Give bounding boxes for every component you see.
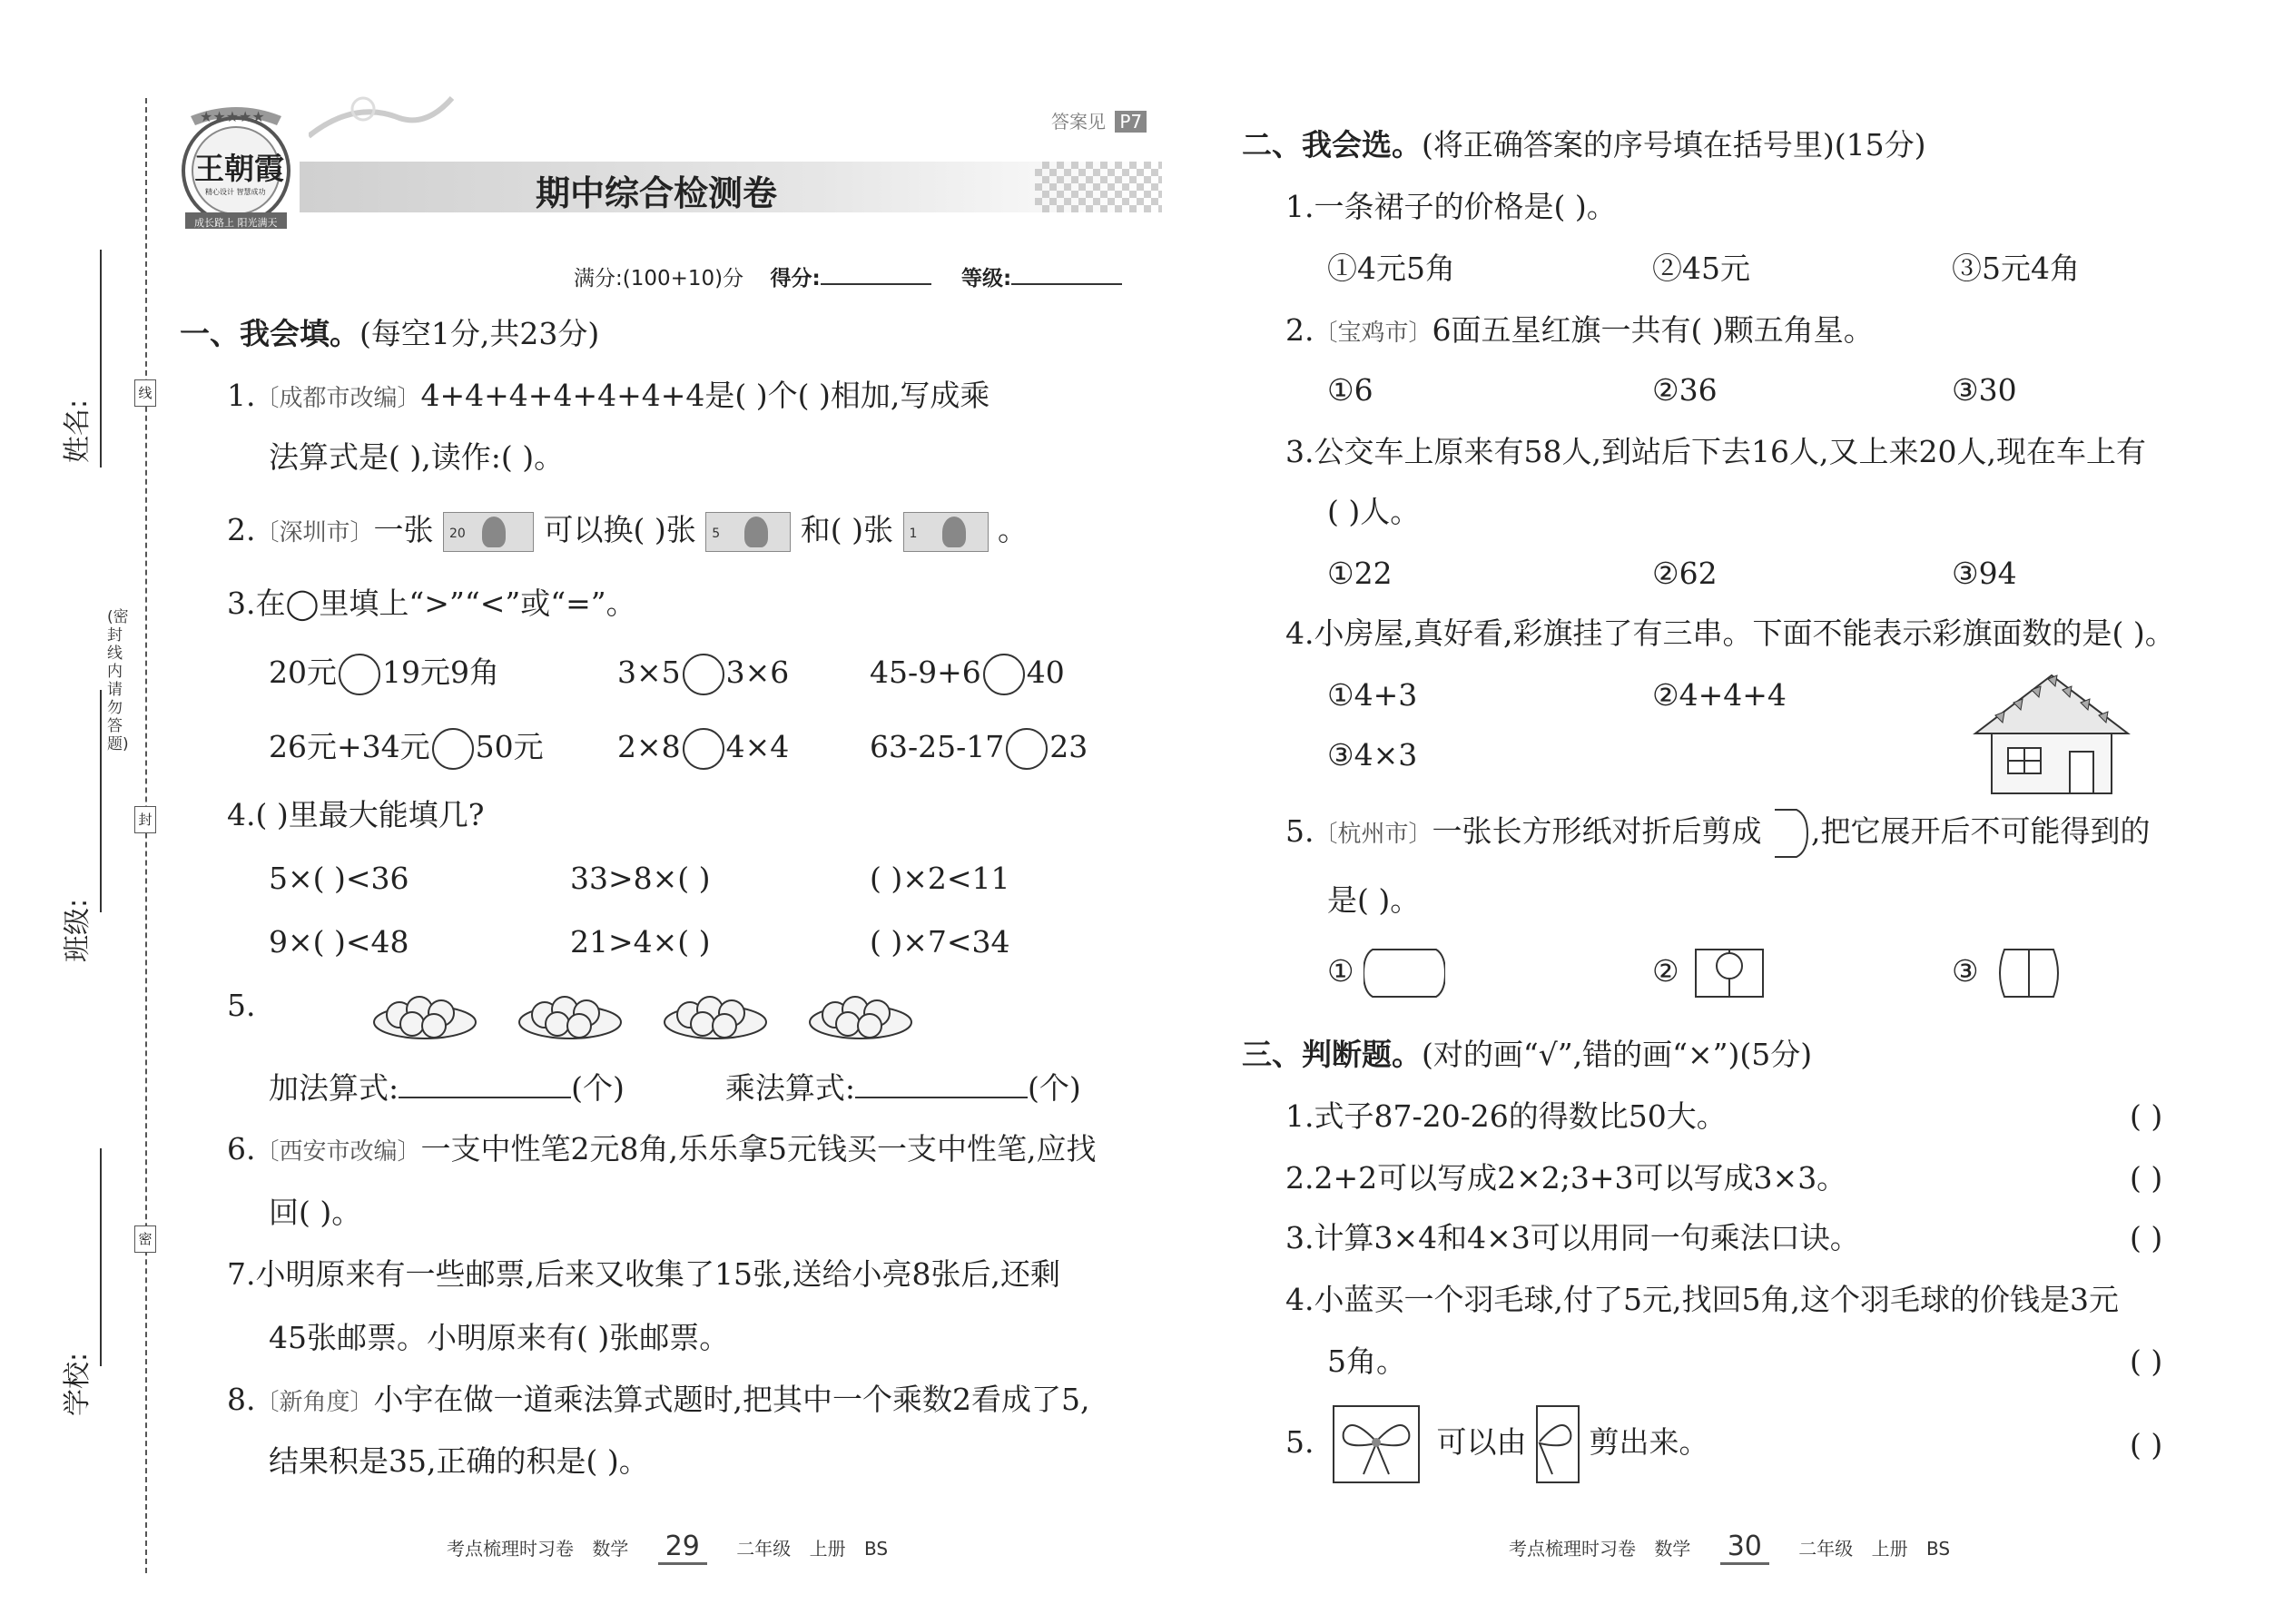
compare-1c-left: 45-9+6: [870, 655, 981, 690]
q1-2-part2: 可以换( )张: [543, 512, 696, 547]
ineq-1b: 33>8×( ): [570, 861, 711, 896]
footer-right-term: 上册: [1871, 1538, 1908, 1560]
footer-right-ed: BS: [1925, 1538, 1951, 1560]
compare-2c-right: 23: [1049, 729, 1088, 764]
grade-label: 等级:: [960, 267, 1012, 290]
class-field-line[interactable]: [100, 690, 102, 912]
q1-8-tag: 〔新角度〕: [255, 1389, 374, 1416]
compare-1c-right: 40: [1026, 655, 1065, 690]
checker-pattern: [1035, 162, 1162, 212]
q1-5-answers: [269, 1068, 1081, 1107]
half-bow-pattern-image: [1536, 1405, 1580, 1483]
q2-1-opt-c[interactable]: ③5元4角: [1952, 251, 2080, 286]
q1-8-line1: [227, 1382, 1090, 1421]
q3-1-text: 式子87-20-26的得数比50大。: [1314, 1098, 1727, 1134]
q1-8-num: 8.: [227, 1382, 256, 1417]
ineq-2a: 9×( )<48: [269, 924, 409, 960]
compare-2a: [269, 728, 544, 770]
section-3-score: (对的画“√”,错的画“×”)(5分): [1422, 1037, 1813, 1072]
mul-unit: (个): [1028, 1070, 1081, 1106]
q2-4-opt-a[interactable]: ①4+3: [1327, 677, 1418, 713]
mul-expr-label: 乘法算式:: [724, 1070, 855, 1106]
q1-3-num: 3.: [227, 586, 256, 621]
q2-4-opt-c[interactable]: ③4×3: [1327, 737, 1418, 773]
q1-2-part3: 和( )张: [800, 512, 894, 547]
footer-right-grade: 二年级: [1798, 1538, 1854, 1560]
footer-left-grade: 二年级: [736, 1538, 792, 1560]
compare-1b-right: 3×6: [725, 655, 790, 690]
q2-5-text1b: ,把它展开后不可能得到的: [1811, 813, 2151, 849]
q2-4-num: 4.: [1285, 615, 1314, 651]
answer-ref: [1051, 107, 1147, 133]
page-number-right: 30: [1720, 1530, 1769, 1565]
svg-text:★★★★★: ★★★★★: [200, 108, 265, 125]
compare-2c: [870, 728, 1088, 770]
footer-right-series: 考点梳理时习卷: [1509, 1538, 1636, 1560]
q1-3-line: [227, 586, 636, 622]
q2-3-text1: 公交车上原来有58人,到站后下去16人,又上来20人,现在车上有: [1314, 434, 2146, 469]
q2-5-opt-b[interactable]: [1652, 946, 1770, 1000]
compare-1b: [617, 654, 789, 695]
footer-left-term: 上册: [809, 1538, 846, 1560]
footer-left-subject: 数学: [592, 1538, 629, 1560]
q1-1-line1: [227, 378, 989, 417]
apple-plates-image: [372, 980, 926, 1048]
q3-3-line: [1285, 1220, 1860, 1256]
q2-3-line1: [1285, 434, 2146, 470]
q3-2-answer[interactable]: ( ): [2130, 1160, 2163, 1196]
cut-shape-b-image: [1689, 946, 1770, 1000]
q2-4-opt-b[interactable]: ②4+4+4: [1652, 677, 1787, 713]
q3-3-text: 计算3×4和4×3可以用同一句乘法口诀。: [1314, 1220, 1860, 1255]
q3-5-answer[interactable]: ( ): [2130, 1427, 2163, 1462]
banknote-1-value: 1: [909, 527, 918, 541]
q1-5-num: 5.: [227, 988, 256, 1023]
brand-logo: [172, 98, 300, 229]
name-label: 姓名:: [62, 399, 94, 463]
q1-7-num: 7.: [227, 1256, 256, 1292]
q3-2-text: 2+2可以写成2×2;3+3可以写成3×3。: [1314, 1160, 1847, 1196]
q3-1-num: 1.: [1285, 1098, 1314, 1134]
section-1-score: (每空1分,共23分): [359, 316, 600, 351]
folded-cut-shape-image: [1771, 806, 1811, 861]
school-label: 学校:: [62, 1352, 94, 1416]
q2-3-opt-b[interactable]: ②62: [1652, 556, 1718, 591]
grade-field[interactable]: [1011, 283, 1122, 285]
q2-2-opt-b[interactable]: ②36: [1652, 372, 1718, 408]
q1-1-num: 1.: [227, 378, 256, 413]
full-score: 满分:(100+10)分: [574, 267, 744, 290]
compare-2a-left: 26元+34元: [269, 729, 430, 764]
q1-1-tag: 〔成都市改编〕: [255, 385, 421, 412]
q1-7-line2: 45张邮票。小明原来有( )张邮票。: [269, 1320, 730, 1355]
q3-5-num: 5.: [1285, 1424, 1314, 1460]
q2-3-line2: ( )人。: [1327, 494, 1421, 529]
q1-2-line: [227, 512, 1028, 552]
q1-2-tag: 〔深圳市〕: [255, 519, 374, 546]
q2-5-text1a: 一张长方形纸对折后剪成: [1432, 813, 1762, 849]
footer-left-ed: BS: [863, 1538, 889, 1560]
compare-1c: [870, 654, 1065, 695]
add-expr-field[interactable]: [399, 1068, 571, 1098]
q2-4-line: [1285, 615, 2175, 652]
q2-1-text: 一条裙子的价格是( )。: [1314, 189, 1617, 224]
q1-6-num: 6.: [227, 1131, 256, 1166]
binding-notice: (密封线内请勿答题): [107, 608, 129, 753]
ribbon-decoration: [309, 91, 454, 149]
q1-6-tag: 〔西安市改编〕: [255, 1138, 421, 1166]
q1-6-line1: [227, 1131, 1096, 1170]
compare-circle-1b[interactable]: [683, 654, 724, 695]
section-2-title: [1242, 127, 1926, 163]
binding-mark-mid: 封: [134, 806, 156, 833]
q3-5-part2: 剪出来。: [1589, 1424, 1709, 1460]
logo-slogan: 成长路上 阳光满天: [194, 217, 278, 229]
q3-4-answer[interactable]: ( ): [2130, 1343, 2163, 1379]
q2-1-opt-a[interactable]: ①4元5角: [1327, 251, 1455, 286]
q3-4-text1: 小蓝买一个羽毛球,付了5元,找回5角,这个羽毛球的价钱是3元: [1314, 1282, 2119, 1317]
logo-name: 王朝霞: [194, 151, 284, 186]
section-3-title: [1242, 1037, 1812, 1073]
answer-ref-page: P7: [1115, 111, 1147, 133]
ineq-2b: 21>4×( ): [570, 924, 711, 960]
q2-2-line: [1285, 312, 1874, 351]
footer-right: [1509, 1530, 1950, 1565]
q2-1-line: [1285, 189, 1617, 225]
banknote-1-image: [903, 512, 989, 552]
q3-3-answer[interactable]: ( ): [2130, 1220, 2163, 1255]
q3-1-line: [1285, 1098, 1727, 1135]
q1-6-line2: 回( )。: [269, 1195, 362, 1230]
q3-5-part1: 可以由: [1436, 1424, 1527, 1460]
q2-5-opt-c[interactable]: [1952, 946, 2070, 1000]
compare-1b-left: 3×5: [617, 655, 681, 690]
q2-2-num: 2.: [1285, 312, 1314, 348]
q1-8-line2: 结果积是35,正确的积是( )。: [269, 1443, 649, 1479]
mul-expr-field[interactable]: [855, 1068, 1028, 1098]
q2-5-tag: 〔杭州市〕: [1314, 821, 1433, 848]
q2-5-opt-b-label: ②: [1652, 953, 1679, 989]
q1-7-text1: 小明原来有一些邮票,后来又收集了15张,送给小亮8张后,还剩: [255, 1256, 1060, 1292]
q2-5-opt-a-label: ①: [1327, 953, 1354, 989]
q2-3-opt-c[interactable]: ③94: [1952, 556, 2017, 591]
compare-circle-2c[interactable]: [1006, 728, 1048, 770]
q3-2-num: 2.: [1285, 1160, 1314, 1196]
compare-2a-right: 50元: [475, 729, 544, 764]
section-2-score: (将正确答案的序号填在括号里)(15分): [1422, 127, 1926, 162]
q2-5-line2: 是( )。: [1327, 882, 1421, 918]
q2-5-num: 5.: [1285, 813, 1314, 849]
footer-right-subject: 数学: [1654, 1538, 1691, 1560]
compare-1a: [269, 654, 499, 695]
compare-circle-1a[interactable]: [339, 654, 380, 695]
compare-circle-2a[interactable]: [432, 728, 474, 770]
banknote-20-value: 20: [449, 527, 466, 541]
bow-pattern-image: [1333, 1405, 1420, 1483]
banknote-5-image: [705, 512, 791, 552]
banknote-5-value: 5: [712, 527, 721, 541]
ineq-2c: ( )×7<34: [870, 924, 1010, 960]
q3-1-answer[interactable]: ( ): [2130, 1098, 2163, 1134]
page-title: 期中综合检测卷: [536, 173, 778, 213]
score-label: 得分:: [770, 267, 821, 290]
compare-circle-1c[interactable]: [983, 654, 1025, 695]
score-line: [574, 261, 1122, 291]
q2-1-opt-b[interactable]: ②45元: [1652, 251, 1750, 286]
q1-2-part1: 一张: [373, 512, 434, 547]
school-field-line[interactable]: [100, 1148, 102, 1366]
q2-2-opt-a[interactable]: ①6: [1327, 372, 1373, 408]
compare-2c-left: 63-25-17: [870, 729, 1005, 764]
add-unit: (个): [571, 1070, 625, 1106]
class-label: 班级:: [62, 898, 94, 962]
q1-1-line2: 法算式是( ),读作:( )。: [269, 439, 565, 475]
house-with-flags-image: [1961, 670, 2142, 801]
score-field[interactable]: [821, 283, 931, 285]
q1-2-part4: 。: [998, 512, 1029, 547]
q1-4-line: [227, 797, 484, 833]
q1-1-text1: 4+4+4+4+4+4+4是( )个( )相加,写成乘: [420, 378, 990, 413]
logo-motto: 精心设计 智慧成功: [205, 188, 266, 196]
q1-2-num: 2.: [227, 512, 256, 547]
q2-2-opt-c[interactable]: ③30: [1952, 372, 2017, 408]
footer-left-series: 考点梳理时习卷: [447, 1538, 574, 1560]
q2-3-num: 3.: [1285, 434, 1314, 469]
compare-2b-left: 2×8: [617, 729, 681, 764]
q1-4-text: ( )里最大能填几?: [255, 797, 485, 832]
ineq-1a: 5×( )<36: [269, 861, 409, 896]
compare-2b: [617, 728, 789, 770]
q1-4-num: 4.: [227, 797, 256, 832]
answer-ref-label: 答案见: [1051, 111, 1106, 133]
q1-8-text1: 小宇在做一道乘法算式题时,把其中一个乘数2看成了5,: [373, 1382, 1090, 1417]
compare-circle-2b[interactable]: [683, 728, 724, 770]
compare-1a-right: 19元9角: [382, 655, 499, 690]
binding-dashed-line: [145, 98, 147, 1573]
q2-5-line1: [1285, 806, 2151, 861]
q3-5-line: [1285, 1405, 1709, 1483]
q1-3-text: 在◯里填上“>”“<”或“=”。: [255, 586, 636, 621]
binding-mark-bot: 密: [134, 1225, 156, 1253]
q2-2-text: 6面五星红旗一共有( )颗五角星。: [1432, 312, 1874, 348]
compare-2b-right: 4×4: [725, 729, 790, 764]
q2-2-tag: 〔宝鸡市〕: [1314, 320, 1433, 347]
q1-7-line1: [227, 1256, 1060, 1293]
q2-3-opt-a[interactable]: ①22: [1327, 556, 1393, 591]
page-number-left: 29: [658, 1530, 707, 1565]
q2-5-opt-c-label: ③: [1952, 953, 1979, 989]
q3-4-num: 4.: [1285, 1282, 1314, 1317]
add-expr-label: 加法算式:: [269, 1070, 399, 1106]
cut-shape-c-image: [1988, 946, 2070, 1000]
section-2-heading: 二、我会选。: [1242, 127, 1422, 162]
q3-2-line: [1285, 1160, 1846, 1196]
q3-3-num: 3.: [1285, 1220, 1314, 1255]
ineq-1c: ( )×2<11: [870, 861, 1010, 896]
section-1-title: [180, 316, 599, 352]
name-field-line[interactable]: [100, 250, 102, 468]
binding-mark-top: 线: [134, 379, 156, 407]
q1-6-text1: 一支中性笔2元8角,乐乐拿5元钱买一支中性笔,应找: [420, 1131, 1097, 1166]
q2-1-num: 1.: [1285, 189, 1314, 224]
q2-5-opt-a[interactable]: [1327, 946, 1445, 1000]
q3-4-line1: [1285, 1282, 2119, 1318]
banknote-20-image: [443, 512, 534, 552]
section-3-heading: 三、判断题。: [1242, 1037, 1422, 1072]
compare-1a-left: 20元: [269, 655, 337, 690]
q3-4-line2: 5角。: [1327, 1343, 1406, 1379]
q2-4-text: 小房屋,真好看,彩旗挂了有三串。下面不能表示彩旗面数的是( )。: [1314, 615, 2175, 651]
footer-left: [447, 1530, 888, 1565]
section-1-heading: 一、我会填。: [180, 316, 359, 351]
cut-shape-a-image: [1364, 946, 1445, 1000]
